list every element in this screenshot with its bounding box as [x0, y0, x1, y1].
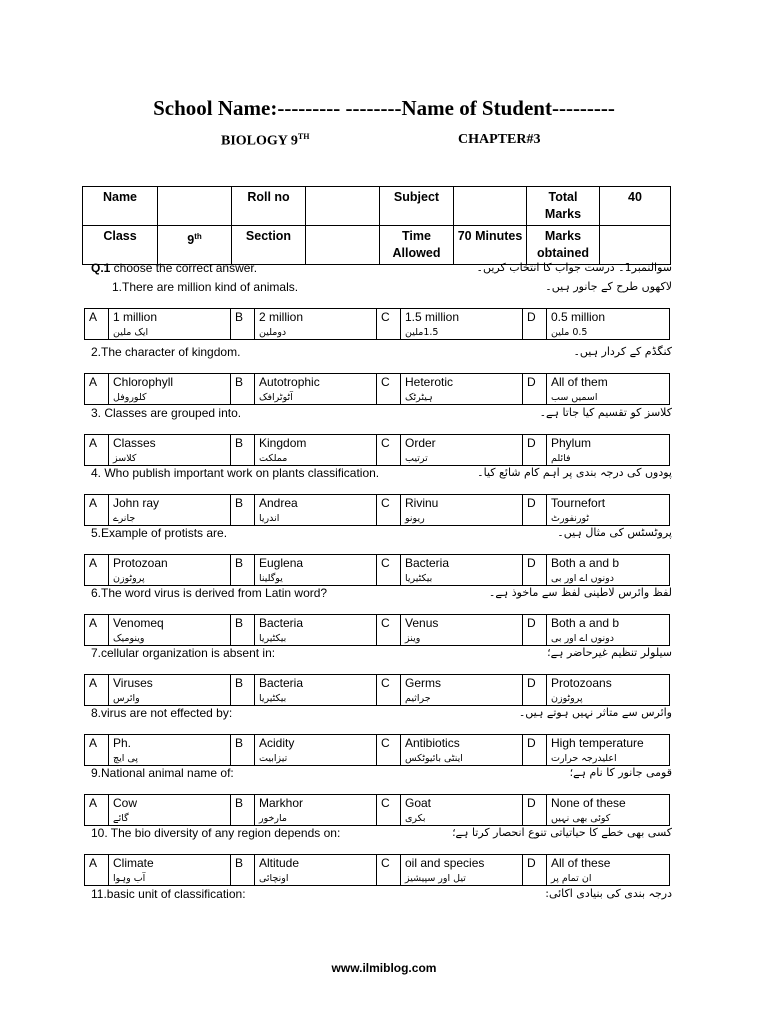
option-urdu: بیکٹیریا — [259, 693, 287, 704]
option-cell[interactable] — [109, 495, 231, 525]
option-urdu: بیکٹیریا — [405, 573, 433, 584]
option-urdu: ترتیب — [405, 453, 428, 464]
option-text: Heterotic — [405, 375, 454, 389]
option-letter: D — [523, 615, 547, 645]
option-text: Classes — [113, 436, 156, 450]
option-letter: C — [377, 615, 401, 645]
question-text: 2.The character of kingdom. — [91, 345, 241, 359]
option-cell[interactable] — [255, 795, 377, 825]
class-label: Class — [83, 226, 158, 265]
class-value: 9th — [158, 226, 232, 265]
options-row — [84, 794, 670, 826]
option-text: 1.5 million — [405, 310, 460, 324]
option-letter: C — [377, 309, 401, 339]
option-text: Bacteria — [405, 556, 450, 570]
option-urdu: مارخور — [259, 813, 287, 824]
option-letter: D — [523, 435, 547, 465]
option-urdu: اینٹی بائیوٹکس — [405, 753, 463, 764]
question-text: 1.There are million kind of animals. — [112, 280, 299, 294]
option-cell[interactable] — [401, 435, 523, 465]
option-text: Both a and b — [551, 556, 620, 570]
option-cell[interactable] — [255, 495, 377, 525]
marks-obtained-label: Marks obtained — [527, 226, 600, 265]
section-field[interactable] — [306, 226, 380, 265]
option-text: Markhor — [259, 796, 304, 810]
option-letter: B — [231, 795, 255, 825]
option-letter: C — [377, 374, 401, 404]
total-marks-value: 40 — [600, 187, 671, 226]
option-cell[interactable] — [401, 555, 523, 585]
option-cell[interactable] — [255, 855, 377, 885]
option-letter: C — [377, 435, 401, 465]
option-urdu: وائرس — [113, 693, 140, 704]
option-cell[interactable] — [547, 555, 669, 585]
option-cell[interactable] — [109, 675, 231, 705]
option-letter: C — [377, 495, 401, 525]
option-urdu: پروٹوزن — [551, 693, 583, 704]
option-letter: B — [231, 855, 255, 885]
section-label: Section — [232, 226, 306, 265]
option-text: oil and species — [405, 856, 485, 870]
option-urdu: گائے — [113, 813, 129, 824]
option-cell[interactable] — [401, 615, 523, 645]
option-text: Phylum — [551, 436, 592, 450]
option-text: Antibiotics — [405, 736, 460, 750]
option-urdu: کلوروفل — [113, 392, 147, 403]
option-text: Rivinu — [405, 496, 439, 510]
option-cell[interactable] — [547, 435, 669, 465]
option-text: All of these — [551, 856, 611, 870]
name-label: Name — [83, 187, 158, 226]
option-urdu: آٹوٹرافک — [259, 392, 293, 403]
option-cell[interactable] — [401, 855, 523, 885]
option-cell[interactable] — [401, 495, 523, 525]
option-letter: B — [231, 615, 255, 645]
option-letter: A — [85, 555, 109, 585]
time-label: Time Allowed — [380, 226, 454, 265]
option-letter: D — [523, 374, 547, 404]
option-text: Altitude — [259, 856, 300, 870]
option-urdu: اعلیدرجہ حرارت — [551, 753, 617, 764]
question-text: 6.The word virus is derived from Latin word? — [91, 586, 328, 600]
question-urdu: پروٹسٹس کی مثال ہیں۔ — [557, 526, 672, 539]
option-urdu: ان تمام پر — [551, 873, 592, 884]
option-urdu: دونوں اے اور بی — [551, 573, 614, 584]
option-letter: A — [85, 615, 109, 645]
option-letter: B — [231, 374, 255, 404]
option-urdu: ایک ملین — [113, 327, 149, 338]
option-cell[interactable] — [547, 495, 669, 525]
option-text: Goat — [405, 796, 432, 810]
total-marks-label: Total Marks — [527, 187, 600, 226]
option-urdu: مملکت — [259, 453, 288, 464]
subject-heading: BIOLOGY 9TH — [221, 132, 310, 149]
option-cell[interactable] — [255, 615, 377, 645]
name-field[interactable] — [158, 187, 232, 226]
chapter-heading: CHAPTER#3 — [458, 132, 541, 147]
option-letter: A — [85, 795, 109, 825]
option-text: Venomeq — [113, 616, 164, 630]
option-text: Autotrophic — [259, 375, 320, 389]
option-cell[interactable] — [255, 675, 377, 705]
option-urdu: اندریا — [259, 513, 280, 524]
option-urdu: آب وہوا — [113, 873, 146, 884]
option-letter: A — [85, 855, 109, 885]
option-urdu: اونچائی — [259, 873, 289, 884]
option-text: Tournefort — [551, 496, 606, 510]
option-letter: D — [523, 555, 547, 585]
options-row — [84, 854, 670, 886]
option-urdu: یوگلینا — [259, 573, 283, 584]
option-urdu: اسمیں سب — [551, 392, 598, 403]
option-text: None of these — [551, 796, 626, 810]
question-urdu: وائرس سے متاثر نہیں ہوتے ہیں۔ — [518, 706, 672, 719]
option-text: John ray — [113, 496, 160, 510]
option-text: Order — [405, 436, 436, 450]
question-urdu: کسی بھی خطے کا حیاتیاتی تنوع انحصار کرتا ہے؛ — [452, 826, 672, 839]
option-cell[interactable] — [547, 735, 669, 765]
option-cell[interactable] — [255, 309, 377, 339]
options-row — [84, 674, 670, 706]
option-text: Germs — [405, 676, 441, 690]
option-cell[interactable] — [255, 374, 377, 404]
question-urdu: پودوں کی درجہ بندی پر اہم کام شائع کیا۔ — [477, 466, 672, 479]
question-urdu: سیلولر تنظیم غیرحاضر ہے؛ — [547, 646, 672, 659]
question-urdu: لفظ وائرس لاطینی لفظ سے ماخوذ ہے۔ — [488, 586, 672, 599]
question-text: 11.basic unit of classification: — [91, 887, 246, 901]
option-urdu: ہیٹرٹک — [405, 392, 433, 403]
option-letter: A — [85, 675, 109, 705]
option-urdu: تیزابیت — [259, 753, 288, 764]
option-urdu: بیکٹیریا — [259, 633, 287, 644]
option-urdu: ٹورنفورٹ — [551, 513, 590, 524]
option-letter: C — [377, 735, 401, 765]
option-letter: D — [523, 675, 547, 705]
option-letter: C — [377, 675, 401, 705]
subject-field[interactable] — [454, 187, 527, 226]
option-letter: B — [231, 435, 255, 465]
options-row — [84, 614, 670, 646]
info-table — [82, 186, 671, 265]
question-text: 5.Example of protists are. — [91, 526, 228, 540]
question-urdu: لاکھوں طرح کے جانور ہیں۔ — [545, 280, 672, 293]
question-text: 8.virus are not effected by: — [91, 706, 233, 720]
marks-obtained-field[interactable] — [600, 226, 671, 265]
roll-label: Roll no — [232, 187, 306, 226]
question-urdu: درجہ بندی کی بنیادی اکائی: — [545, 887, 672, 900]
option-urdu: ریونو — [405, 513, 425, 524]
options-row — [84, 308, 670, 340]
option-urdu: 0.5 ملین — [551, 327, 588, 338]
option-letter: A — [85, 435, 109, 465]
option-letter: A — [85, 495, 109, 525]
option-cell[interactable] — [255, 735, 377, 765]
option-text: Bacteria — [259, 616, 304, 630]
option-text: Viruses — [113, 676, 153, 690]
option-text: Andrea — [259, 496, 298, 510]
options-row — [84, 494, 670, 526]
option-letter: D — [523, 495, 547, 525]
options-row — [84, 434, 670, 466]
option-text: 1 million — [113, 310, 158, 324]
question-text: 9.National animal name of: — [91, 766, 234, 780]
options-row — [84, 554, 670, 586]
footer-url[interactable]: www.ilmiblog.com — [331, 961, 437, 975]
option-letter: A — [85, 309, 109, 339]
option-text: Chlorophyll — [113, 375, 174, 389]
option-cell[interactable] — [109, 435, 231, 465]
options-row — [84, 734, 670, 766]
option-text: Protozoan — [113, 556, 168, 570]
option-cell[interactable] — [255, 435, 377, 465]
option-cell[interactable] — [109, 555, 231, 585]
instruction-line: Q.1 choose the correct answer. — [91, 261, 258, 275]
option-text: All of them — [551, 375, 608, 389]
option-cell[interactable] — [401, 735, 523, 765]
question-text: 4. Who publish important work on plants classification. — [91, 466, 380, 480]
option-urdu: دوملین — [259, 327, 287, 338]
option-text: Euglena — [259, 556, 304, 570]
option-urdu: 1.5ملین — [405, 327, 439, 338]
option-letter: D — [523, 855, 547, 885]
option-letter: A — [85, 735, 109, 765]
option-letter: C — [377, 555, 401, 585]
question-urdu: قومی جانور کا نام ہے؛ — [569, 766, 672, 779]
option-letter: B — [231, 555, 255, 585]
question-text: 3. Classes are grouped into. — [91, 406, 242, 420]
option-cell[interactable] — [401, 675, 523, 705]
option-urdu: جراثیم — [405, 693, 431, 704]
option-letter: D — [523, 795, 547, 825]
option-urdu: کلاسز — [113, 453, 137, 464]
question-urdu: کلاسز کو تقسیم کیا جاتا ہے۔ — [539, 406, 672, 419]
option-letter: A — [85, 374, 109, 404]
option-letter: B — [231, 495, 255, 525]
option-text: Venus — [405, 616, 439, 630]
question-text: 10. The bio diversity of any region depends on: — [91, 826, 341, 840]
option-letter: B — [231, 309, 255, 339]
option-cell[interactable] — [401, 374, 523, 404]
option-cell[interactable] — [547, 374, 669, 404]
roll-field[interactable] — [306, 187, 380, 226]
option-cell[interactable] — [109, 735, 231, 765]
option-urdu: جانرے — [113, 513, 136, 524]
option-letter: C — [377, 855, 401, 885]
option-text: High temperature — [551, 736, 644, 750]
options-row — [84, 373, 670, 405]
option-letter: D — [523, 309, 547, 339]
option-cell[interactable] — [109, 615, 231, 645]
option-text: Kingdom — [259, 436, 307, 450]
option-cell[interactable] — [109, 795, 231, 825]
subject-label: Subject — [380, 187, 454, 226]
option-text: Acidity — [259, 736, 295, 750]
option-cell[interactable] — [109, 855, 231, 885]
option-urdu: وینومیک — [113, 633, 145, 644]
option-cell[interactable] — [109, 309, 231, 339]
instruction-urdu: سوالنمبر1۔ درست جواب کا انتخاب کریں۔ — [476, 261, 672, 274]
option-cell[interactable] — [401, 309, 523, 339]
option-letter: B — [231, 675, 255, 705]
option-urdu: دونوں اے اور بی — [551, 633, 614, 644]
option-letter: C — [377, 795, 401, 825]
option-urdu: فائلم — [551, 453, 571, 464]
option-cell[interactable] — [547, 795, 669, 825]
option-letter: B — [231, 735, 255, 765]
time-value: 70 Minutes — [454, 226, 527, 265]
option-text: Cow — [113, 796, 138, 810]
option-urdu: کوئی بھی نہیں — [551, 813, 611, 824]
option-text: Protozoans — [551, 676, 612, 690]
option-cell[interactable] — [547, 675, 669, 705]
option-text: Bacteria — [259, 676, 304, 690]
option-urdu: پروٹوزن — [113, 573, 145, 584]
option-urdu: پی ایچ — [113, 753, 138, 764]
option-urdu: تیل اور سپیشیز — [405, 873, 466, 884]
option-cell[interactable] — [401, 795, 523, 825]
option-cell[interactable] — [109, 374, 231, 404]
question-urdu: کنگڈم کے کردار ہیں۔ — [573, 345, 672, 358]
option-urdu: وینز — [405, 633, 421, 644]
option-text: 0.5 million — [551, 310, 606, 324]
question-text: 7.cellular organization is absent in: — [91, 646, 276, 660]
option-letter: D — [523, 735, 547, 765]
option-cell[interactable] — [547, 309, 669, 339]
option-cell[interactable] — [255, 555, 377, 585]
option-text: Climate — [113, 856, 154, 870]
option-cell[interactable] — [547, 615, 669, 645]
option-text: 2 million — [259, 310, 304, 324]
option-text: Ph. — [113, 736, 132, 750]
school-name-line: School Name:--------- --------Name of Student--------- — [153, 96, 615, 120]
option-urdu: بکری — [405, 813, 426, 824]
option-cell[interactable] — [547, 855, 669, 885]
option-text: Both a and b — [551, 616, 620, 630]
